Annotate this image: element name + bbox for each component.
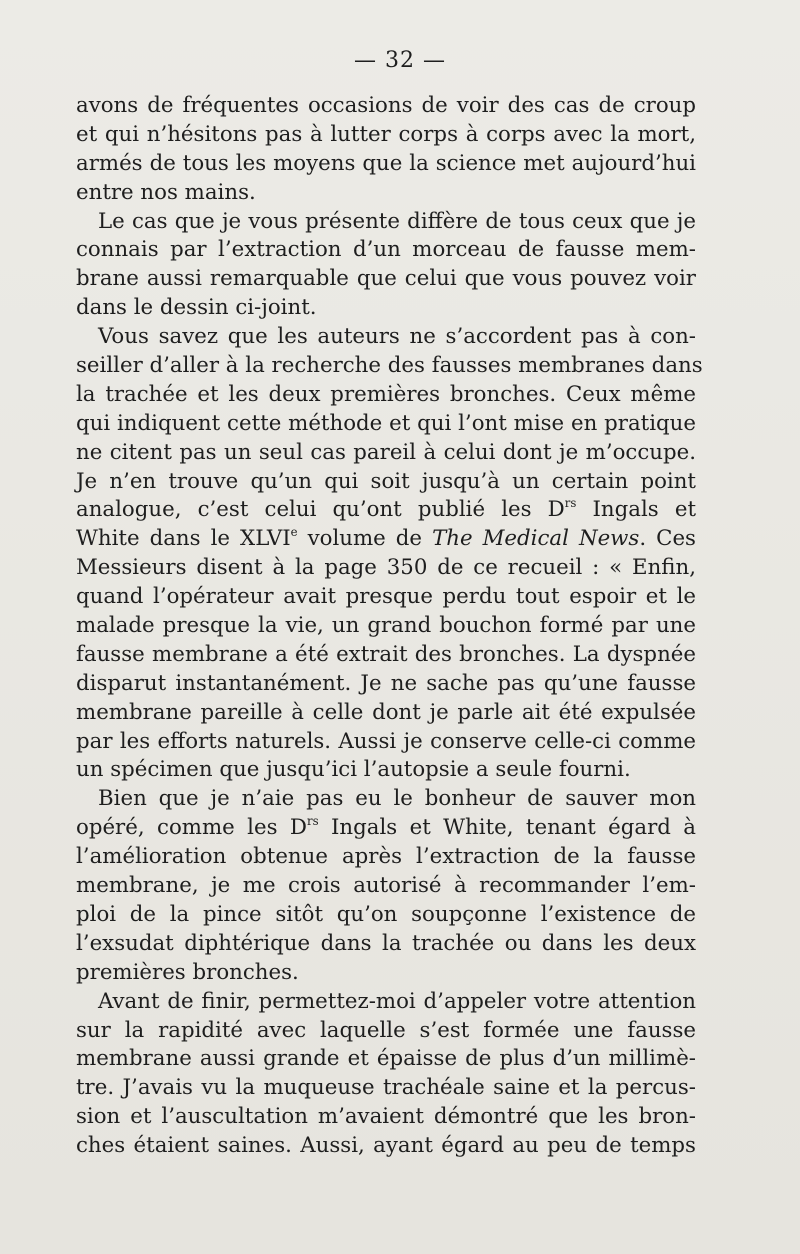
text-line: quand l’opérateur avait presque perdu tout espoir et le: [76, 584, 696, 610]
text-line: Le cas que je vous présente diffère de tous ceux que je: [98, 208, 696, 234]
text-line: membrane, je me crois autorisé à recommander l’em-: [76, 873, 696, 899]
paragraph: [76, 785, 696, 987]
text-line: avons de fréquentes occasions de voir des cas de croup: [76, 93, 696, 118]
text-line: White dans le XLVIe volume de The Medical News. Ces: [76, 525, 696, 552]
text-line: premières bronches.: [76, 959, 299, 985]
text-line: connais par l’extraction d’un morceau de fausse mem-: [76, 237, 696, 263]
text-line: malade presque la vie, un grand bouchon formé par une: [76, 613, 696, 639]
text-line: ne citent pas un seul cas pareil à celui dont je m’occupe.: [76, 439, 696, 465]
text-line: disparut instantanément. Je ne sache pas qu’une fausse: [76, 670, 696, 696]
text-line: sur la rapidité avec laquelle s’est formée une fausse: [76, 1017, 696, 1043]
text-line: membrane aussi grande et épaisse de plus d’un millimè-: [76, 1046, 696, 1072]
text-line: Avant de finir, permettez-moi d’appeler votre attention: [98, 988, 696, 1014]
paragraph: [76, 988, 696, 1161]
text-line: sion et l’auscultation m’avaient démontré que les bron-: [76, 1104, 696, 1130]
text-line: l’exsudat diphtérique dans la trachée ou dans les deux: [76, 930, 696, 956]
text-line: membrane pareille à celle dont je parle ait été expulsée: [76, 699, 696, 725]
text-line: et qui n’hésitons pas à lutter corps à corps avec la mort,: [76, 121, 696, 147]
text-line: ches étaient saines. Aussi, ayant égard au peu de temps: [76, 1133, 696, 1159]
text-line: Messieurs disent à la page 350 de ce recueil : « Enfin,: [76, 555, 696, 581]
text-line: seiller d’aller à la recherche des fausses membranes dans: [76, 353, 703, 379]
paragraph: [76, 208, 696, 324]
text-line: Vous savez que les auteurs ne s’accordent pas à con-: [98, 324, 696, 350]
text-line: ploi de la pince sitôt qu’on soupçonne l’existence de: [76, 901, 696, 927]
text-line: armés de tous les moyens que la science met aujourd’hui: [76, 150, 696, 176]
text-line: analogue, c’est celui qu’ont publié les $D^{rs}$ Ingals et: [76, 496, 696, 523]
text-line: par les efforts naturels. Aussi je conserve celle-ci comme: [76, 728, 696, 754]
text-line: l’amélioration obtenue après l’extraction de la fausse: [76, 844, 696, 870]
text-line: Bien que je n’aie pas eu le bonheur de sauver mon: [98, 786, 696, 812]
page-number: — 32 —: [354, 48, 446, 73]
text-line: fausse membrane a été extrait des bronches. La dyspnée: [76, 641, 696, 667]
text-line: qui indiquent cette méthode et qui l’ont mise en pratique: [76, 410, 696, 436]
text-line: tre. J’avais vu la muqueuse trachéale saine et la percus-: [76, 1075, 696, 1101]
text-line: brane aussi remarquable que celui que vous pouvez voir: [76, 266, 696, 292]
text-line: Je n’en trouve qu’un qui soit jusqu’à un certain point: [76, 468, 696, 494]
text-line: un spécimen que jusqu’ici l’autopsie a seule fourni.: [76, 757, 631, 783]
text-line: entre nos mains.: [76, 179, 256, 205]
text-line: dans le dessin ci-joint.: [76, 295, 317, 321]
paragraph: [76, 323, 703, 785]
paragraph: [76, 92, 696, 208]
text-line: opéré, comme les $D^{rs}$ Ingals et White, tenant égard à: [76, 814, 696, 841]
text-line: la trachée et les deux premières bronches. Ceux même: [76, 381, 696, 407]
body-text: [76, 92, 703, 1161]
